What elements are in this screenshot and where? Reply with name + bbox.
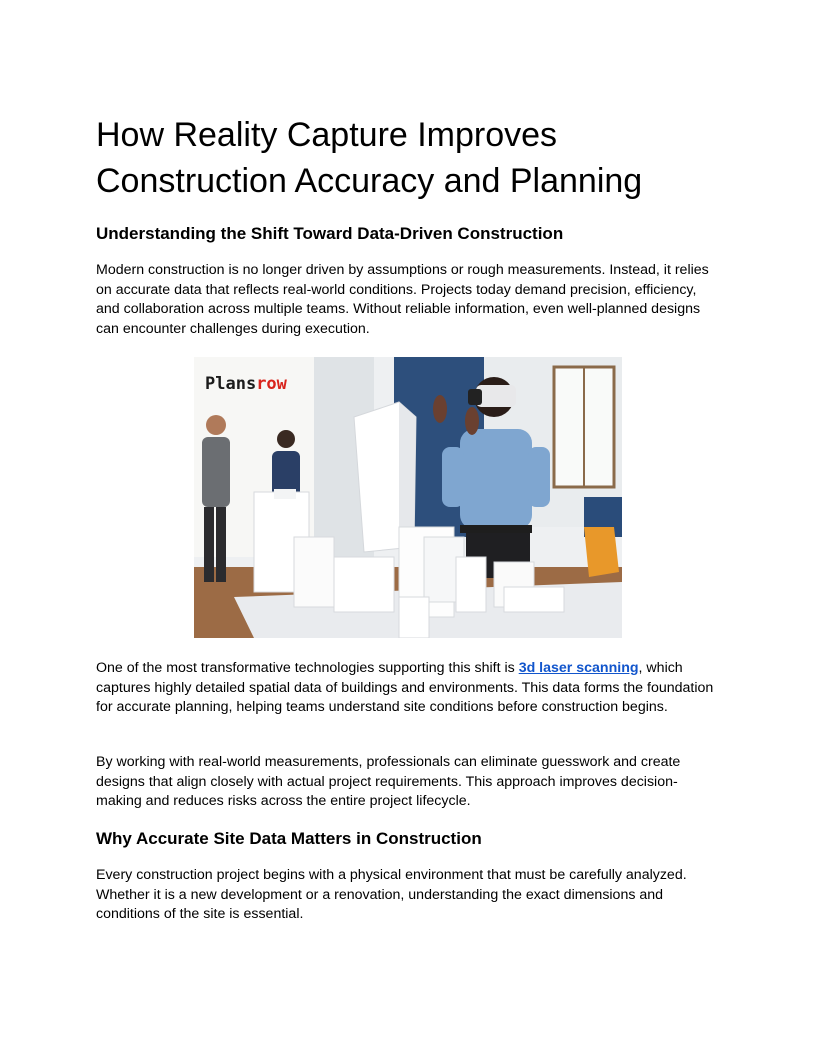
paragraph-laser-scanning-text-before: One of the most transformative technologies supporting this shift is <box>96 660 519 676</box>
paragraph-laser-scanning <box>96 659 720 718</box>
paragraph-site-analysis: Every construction project begins with a physical environment that must be carefully analyzed. Whether it is a new development or a renovation, understanding the exact dimensions and conditions of the site is essential. <box>96 867 687 922</box>
article-image-vr-architecture <box>194 357 622 638</box>
paragraph-laser-scanning-text-after: , which captures highly detailed spatial data of buildings and environments. This data forms the foundation for accurate planning, helping teams understand site conditions before construction begins. <box>96 660 714 715</box>
logo-text-part1: Plans <box>205 374 257 394</box>
logo-text-part2: row <box>256 374 287 394</box>
paragraph-real-world-measurements: By working with real-world measurements, professionals can eliminate guesswork and create designs that align closely with actual project requirements. This approach improves decision-making and reduces risks across the entire project lifecycle. <box>96 754 681 809</box>
section-heading-data-driven: Understanding the Shift Toward Data-Driven Construction <box>96 224 564 243</box>
vr-scene-illustration <box>194 357 622 638</box>
paragraph-intro: Modern construction is no longer driven by assumptions or rough measurements. Instead, it relies on accurate data that reflects real-world conditions. Projects today demand precision, efficiency, and collaboration across multiple teams. Without reliable information, even well-planned designs can encounter challenges during execution. <box>96 262 709 337</box>
section-heading-site-data: Why Accurate Site Data Matters in Construction <box>96 829 482 848</box>
laser-scanning-link[interactable]: 3d laser scanning <box>518 660 639 676</box>
article-title: How Reality Capture Improves Construction Accuracy and Planning <box>96 116 643 200</box>
plansrow-logo <box>205 374 287 394</box>
